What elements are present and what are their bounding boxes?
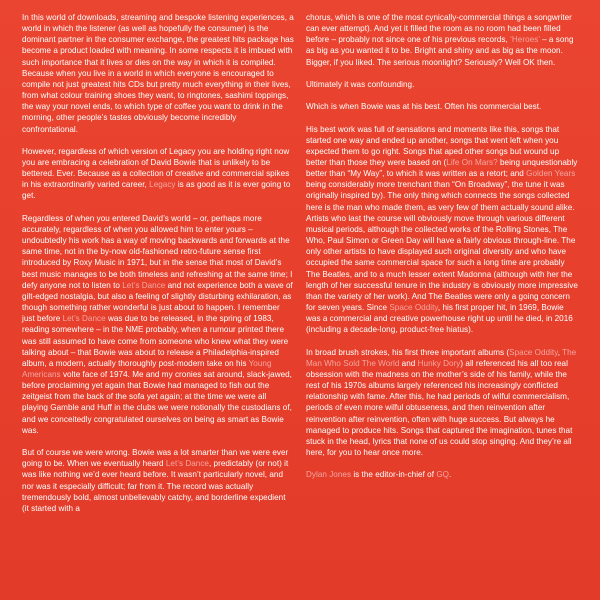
text-run: being unquestionably better than “My Way”, to which it was written as a retort; and: [306, 157, 578, 179]
author-credit: [306, 469, 578, 480]
paragraph: [306, 124, 578, 336]
paragraph: [306, 12, 578, 68]
text-run: .: [449, 470, 452, 480]
text-run: , predictably (or not) it was like nothing we’d ever heard before. It wasn’t particularly novel, and nor was it especially difficult; far from it. The record was actually tremendously bold, almost unbelievably catchy, and borderline expedient (it started with a: [22, 459, 289, 513]
text-run: Regardless of when you entered David’s world – or, perhaps more accurately, regardless of when you allowed him to enter yours – undoubtedly his work has a way of moving backwards and forwards at the same time, not in the by-now old-fashioned retro-future sense first introduced by Roxy Music in 1971, but in the sense that most of David’s best music manages to be both timeless and refreshing at the same time; I defy anyone not to listen to: [22, 213, 293, 290]
text-run: ,: [557, 347, 563, 357]
song-title-lets-dance: Let’s Dance: [62, 314, 106, 324]
right-column: [306, 12, 578, 492]
song-title-lets-dance: Let’s Dance: [165, 459, 209, 469]
text-run: ) all referenced his all too real obsession with the madness on the mother’s side of his family, while the rest of his 1970s albums largely referenced his increasingly conflicted relationship with fame. After this, he had periods of wilful commercialism, periods of even more wilful obtuseness, and then reinvention after reinvention after reinvention, often with huge success. But always he managed to produce hits. Songs that captured the imagination, tunes that stuck in the head, lyrics that none of us could stop singing. And they’re all here, for you to hear once more.: [306, 358, 573, 458]
text-run: – a song as big as you wanted it to be. Bright and shiny and as big as the moon. Bigger, if you liked. The serious moonlight? Seriously? Well OK then.: [306, 35, 574, 67]
album-title-hunky-dory: Hunky Dory: [417, 358, 461, 368]
text-run: But of course we were wrong. Bowie was a lot smarter than we were ever going to be. When we eventually heard: [22, 448, 289, 469]
song-title-space-oddity: Space Oddity: [389, 303, 438, 313]
paragraph: [306, 347, 578, 459]
text-run: In broad brush strokes, his first three important albums (: [306, 347, 510, 357]
magazine-name: GQ: [436, 470, 450, 480]
text-run: being considerably more trenchant than “On Broadway”, the tune it was originally inspired by). The only thing which connects the songs collected here is the man who made them, as very few of them actually sound alike. Artists who last the course will obviously move through various different musical periods, although the collected works of the Rolling Stones, The Who, Paul Simon or Green Day will have a fairly obvious through-line. The only other artists to have displayed such original diversity and who have occupied the same commercial space for such a long time are probably The Beatles, and to a much lesser extent Madonna (although with her the length of her successful tenure in the industry is obviously more impressive than the variety of her work). And The Beatles were only a going concern for seven years. Since: [306, 180, 578, 313]
song-title-life-on-mars: Life On Mars?: [446, 157, 498, 167]
album-title-heroes: ‘Heroes’: [510, 35, 540, 45]
paragraph: Ultimately it was confounding.: [306, 79, 415, 89]
paragraph: [22, 146, 294, 202]
text-run: was due to be released, in the spring of 1983, reading somewhere – in the NME probably, when a rumour printed there was still assumed to have come from someone who knew what they were talking about – that Bowie was about to release a Philadelphia-inspired album, a modern, actually thoroughly post-modern take on his: [22, 314, 289, 368]
album-title-young-americans: Young Americans: [22, 358, 272, 379]
text-run: is the editor-in-chief of: [351, 470, 437, 480]
left-column: [22, 12, 294, 525]
text-run: chorus, which is one of the most cynically-commercial things a songwriter can ever attempt). And yet it filled the room as no room had been filled before – probably not since one of his previous records,: [306, 13, 572, 45]
text-run: His best work was full of sensations and moments like this, songs that started one way and ended up another, songs that went left when you expected them to go right. Songs that aped other songs but wound up better than those they were based on (: [306, 124, 560, 167]
album-title-space-oddity: Space Oddity: [509, 347, 558, 357]
text-run: and: [399, 358, 418, 368]
paragraph: In this world of downloads, streaming and bespoke listening experiences, a world in which the listener (as well as hopefully the consumer) is the dominant partner in the consumer exchange, the greatest hits package has become a product loaded with meaning. In some respects it is imbued with such importance that it lives or dies on the way in which it is compiled. Because when you live in a world in which everyone is encouraged to compile not just greatest hits CDs but pretty much everything in their lives, from what colour training shoes they want, to ringtones, sashimi toppings, the way your novel ends, to which type of coffee you want to drink in the morning, other people’s tastes obviously become incredibly confrontational.: [22, 13, 294, 134]
author-name: Dylan Jones: [306, 470, 352, 480]
paragraph: [22, 213, 294, 436]
paragraph: Which is when Bowie was at his best. Often his commercial best.: [306, 102, 542, 112]
text-run: volte face of 1974. Me and my cronies sat around, slack-jawed, before proclaiming yet again that Bowie had managed to fish out the zeitgeist from the back of the sofa yet again; at the time we were all playing Gamble and Huff in the clubs we were notionally the custodians of, and we conceitedly congratulated ourselves on being as smart as Bowie was.: [22, 369, 292, 435]
text-run: , his first proper hit, in 1969, Bowie was a commercial and creative powerhouse right up until he died, in 2016 (including a decade-long, product-free hiatus).: [306, 303, 573, 335]
text-run: However, regardless of which version of Legacy you are holding right now you are embracing a celebration of David Bowie that is unlikely to be bettered. Ever. Because as a collection of creative and commercial spikes in his extraordinarily varied career,: [22, 146, 290, 190]
paragraph: [22, 447, 294, 514]
song-title-lets-dance: Let’s Dance: [122, 280, 166, 290]
album-title-man-who-sold-the-world: The Man Who Sold The World: [306, 347, 577, 368]
album-title-legacy: Legacy: [149, 180, 176, 190]
song-title-golden-years: Golden Years: [526, 169, 576, 179]
text-run: is as good as it is ever going to get.: [22, 180, 291, 201]
text-run: and not experience both a wave of gilt-edged nostalgia, but also a feeling of slightly disturbing exhilaration, as though something rather wonderful is just about to happen. I remember just before: [22, 280, 293, 324]
